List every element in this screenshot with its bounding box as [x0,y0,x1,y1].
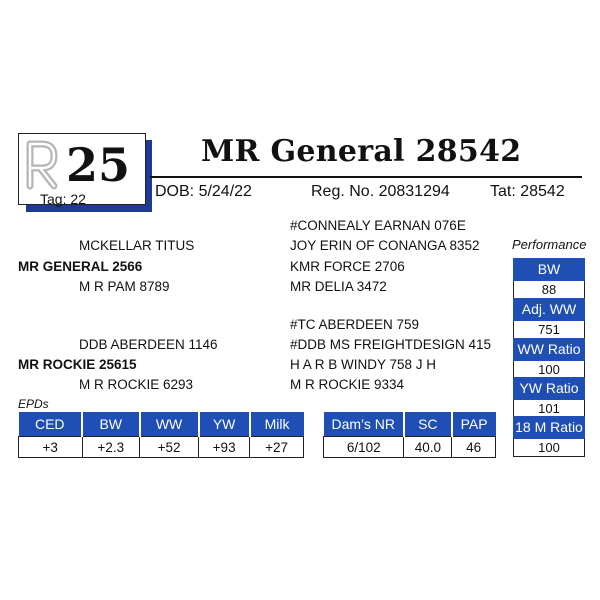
performance-ww-ratio [513,338,585,379]
performance-yw-ratio [513,377,585,418]
sire-grandsire: MCKELLAR TITUS [79,238,195,253]
animal-name-title: MR General 28542 [201,134,522,169]
dam-stats-value: 6/102 [324,437,404,458]
performance-18m-ratio [513,416,585,457]
performance-header: BW [513,258,585,281]
dam-stats-header: PAP [452,412,496,437]
tattoo: Tat: 28542 [490,183,565,200]
epd-value: +3 [19,437,83,458]
pedigree-entry: #CONNEALY EARNAN 076E [290,218,466,233]
dam-name: MR ROCKIE 25615 [18,357,137,372]
epd-header-row [19,412,304,437]
pedigree-entry: #DDB MS FREIGHTDESIGN 415 [290,337,492,352]
performance-adj-ww [513,298,585,339]
performance-header: WW Ratio [513,338,585,361]
performance-value: 100 [513,361,585,379]
pedigree-entry: MR DELIA 3472 [290,279,387,294]
tag-number: Tag: 22 [40,191,86,207]
pedigree-entry: #TC ABERDEEN 759 [290,317,420,332]
performance-label: Performance [512,237,587,252]
dam-grandsire: DDB ABERDEEN 1146 [79,337,218,352]
performance-header: 18 M Ratio [513,416,585,439]
ranch-logo-icon [24,140,60,192]
epds-label: EPDs [18,397,49,411]
dob: DOB: 5/24/22 [155,183,252,200]
dam-stats-value: 46 [452,437,496,458]
epd-value: +93 [199,437,250,458]
performance-value: 101 [513,400,585,418]
dam-stats-header: SC [404,412,452,437]
dam-granddam: M R ROCKIE 6293 [79,377,194,392]
performance-bw [513,258,585,299]
epd-value: +52 [140,437,199,458]
dam-stats-value: 40.0 [404,437,452,458]
epd-value-row [19,437,304,458]
epd-header: YW [199,412,250,437]
pedigree-entry: H A R B WINDY 758 J H [290,357,437,372]
performance-value: 751 [513,321,585,339]
lot-number: 25 [66,138,131,192]
epd-header: Milk [250,412,304,437]
epd-value: +27 [250,437,304,458]
title-divider [150,176,582,178]
dam-stats-header-row [324,412,496,437]
dam-stats-table [323,412,496,458]
registration-number: Reg. No. 20831294 [311,183,450,200]
epd-header: BW [82,412,139,437]
dam-stats-header: Dam’s NR [324,412,404,437]
pedigree-entry: JOY ERIN OF CONANGA 8352 [290,238,480,253]
dam-stats-value-row [324,437,496,458]
sire-name: MR GENERAL 2566 [18,259,143,274]
pedigree-entry: M R ROCKIE 9334 [290,377,405,392]
epd-header: WW [140,412,199,437]
pedigree-entry: KMR FORCE 2706 [290,259,405,274]
performance-header: YW Ratio [513,377,585,400]
performance-value: 88 [513,281,585,299]
sire-granddam: M R PAM 8789 [79,279,170,294]
performance-header: Adj. WW [513,298,585,321]
epd-value: +2.3 [82,437,139,458]
performance-value: 100 [513,439,585,457]
epd-table [18,412,304,458]
epd-header: CED [19,412,83,437]
